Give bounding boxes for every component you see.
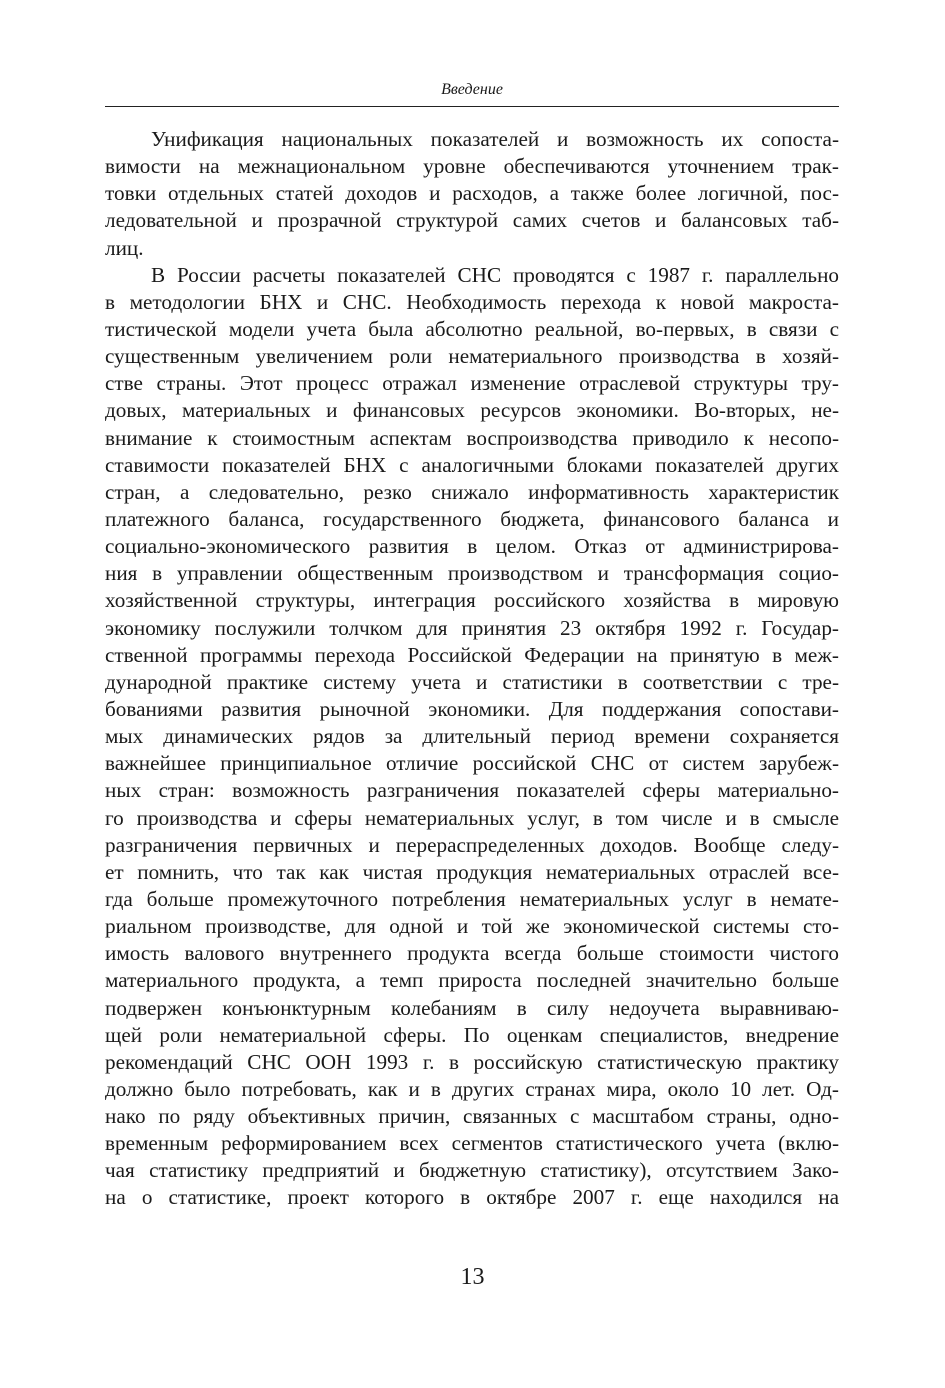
text-line: щей роли нематериальной сферы. По оценкам специалистов, внедрение	[105, 1022, 839, 1047]
paragraph	[105, 262, 839, 1212]
page-number: 13	[460, 1264, 485, 1290]
text-line: нако по ряду объективных причин, связанных с масштабом страны, одно-	[105, 1104, 839, 1129]
text-line: го производства и сферы нематериальных услуг, в том числе и в смысле	[105, 805, 839, 830]
text-line: ния в управлении общественным производством и трансформация социо-	[105, 561, 839, 586]
text-line: имость валового внутреннего продукта всегда больше стоимости чистого	[105, 941, 839, 966]
text-line: стран, а следовательно, резко снижало информативность характеристик	[105, 479, 839, 504]
text-line: материального продукта, а темп прироста последней значительно больше	[105, 968, 839, 993]
text-line: рекомендаций СНС ООН 1993 г. в российскую статистическую практику	[105, 1049, 839, 1074]
text-line: риальном производстве, для одной и той же экономической системы сто-	[105, 914, 839, 939]
text-line: товки отдельных статей доходов и расходов, а также более логичной, пос-	[105, 181, 839, 206]
text-line: ет помнить, что так как чистая продукция нематериальных отраслей все-	[105, 859, 839, 884]
text-line: ставимости показателей БНХ с аналогичными блоками показателей других	[105, 452, 839, 477]
text-line: Унификация национальных показателей и возможность их сопоста-	[151, 127, 839, 151]
text-line: довых, материальных и финансовых ресурсов экономики. Во-вторых, не-	[105, 398, 839, 423]
text-line: ных стран: возможность разграничения показателей сферы материально-	[105, 778, 839, 803]
text-line: гда больше промежуточного потребления нематериальных услуг в немате-	[105, 886, 839, 911]
text-line: подвержен конъюнктурным колебаниям в силу недоучета выравниваю-	[105, 995, 839, 1020]
text-line: экономику послужили толчком для принятия 23 октября 1992 г. Государ-	[105, 615, 839, 640]
text-line: ственной программы перехода Российской Федерации на принятую в меж-	[105, 642, 839, 667]
text-line: должно было потребовать, как и в других странах мира, около 10 лет. Од-	[105, 1076, 839, 1101]
text-line: бованиями развития рыночной экономики. Для поддержания сопостави-	[105, 696, 839, 721]
text-line: тистической модели учета была абсолютно реальной, во-первых, в связи с	[105, 316, 839, 341]
running-head	[105, 78, 839, 107]
text-line: социально-экономического развития в целом. Отказ от администрирова-	[105, 534, 839, 559]
text-line: стве страны. Этот процесс отражал изменение отраслевой структуры тру-	[105, 371, 839, 396]
running-head-title: Введение	[441, 81, 503, 98]
text-line: в методологии БНХ и СНС. Необходимость перехода к новой макроста-	[105, 289, 839, 314]
text-line: мых динамических рядов за длительный период времени сохраняется	[105, 724, 839, 749]
text-line: вимости на межнациональном уровне обеспечиваются уточнением трак-	[105, 154, 839, 179]
text-line: чая статистику предприятий и бюджетную статистику), отсутствием Зако-	[105, 1158, 839, 1183]
text-line: хозяйственной структуры, интеграция российского хозяйства в мировую	[105, 588, 839, 613]
text-line: на о статистике, проект которого в октябре 2007 г. еще находился на	[105, 1185, 839, 1210]
text-line: внимание к стоимостным аспектам воспроизводства приводило к несопо-	[105, 425, 839, 450]
text-line: В России расчеты показателей СНС проводятся с 1987 г. параллельно	[151, 262, 839, 287]
text-line: существенным увеличением роли нематериального производства в хозяй-	[105, 344, 839, 369]
body-text	[105, 126, 839, 1212]
text-line: платежного баланса, государственного бюджета, финансового баланса и	[105, 506, 839, 531]
text-line: разграничения первичных и перераспределенных доходов. Вообще следу-	[105, 832, 839, 857]
paragraph	[105, 126, 839, 262]
text-line: важнейшее принципиальное отличие российской СНС от систем зарубеж-	[105, 751, 839, 776]
text-line: ледовательной и прозрачной структурой самих счетов и балансовых таб-	[105, 208, 839, 233]
text-line: дународной практике систему учета и статистики в соответствии с тре-	[105, 669, 839, 694]
text-line: временным реформированием всех сегментов статистического учета (вклю-	[105, 1131, 839, 1156]
text-line: лиц.	[105, 235, 144, 260]
